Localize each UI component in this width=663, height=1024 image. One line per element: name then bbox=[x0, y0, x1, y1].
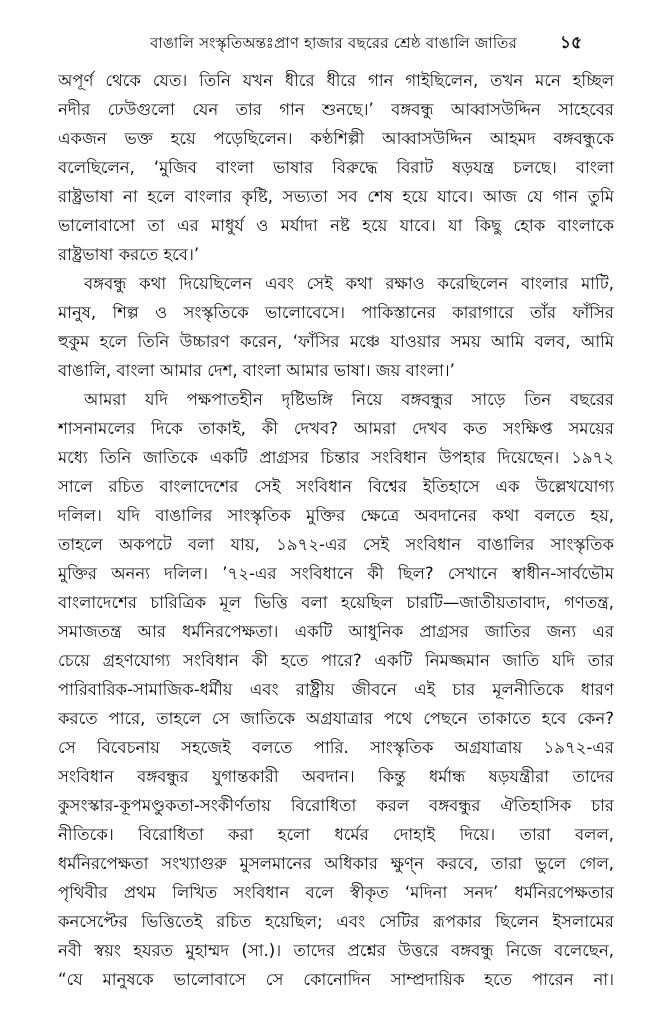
text-line: সে বিবেচনায় সহজেই বলতে পারি. সাংস্কৃতিক অগ্রযাত্রায় ১৯৭২-এর bbox=[58, 738, 614, 757]
text-line: বাংলাদেশের চারিত্রিক মূল ভিত্তি বলা হয়েছিল চারটি—জাতীয়তাবাদ, গণতন্ত্র, bbox=[58, 593, 614, 612]
text-line: রাষ্ট্রভাষা করতে হবে।’ bbox=[58, 245, 200, 264]
text-line: সংবিধান বঙ্গবন্ধুর যুগান্তকারী অবদান। কিন্তু ধর্মান্ধ ষড়যন্ত্রীরা তাদের bbox=[58, 767, 614, 786]
text-line: নীতিকে। বিরোধিতা করা হলো ধর্মের দোহাই দিয়ে। তারা বলল, bbox=[58, 825, 614, 844]
text-line: মধ্যে তিনি জাতিকে একটি প্রাগ্রসর চিন্তার সংবিধান উপহার দিয়েছেন। ১৯৭২ bbox=[58, 448, 614, 467]
text-line: অপূর্ণ থেকে যেত। তিনি যখন ধীরে ধীরে গান গাইছিলেন, তখন মনে হচ্ছিল bbox=[58, 71, 614, 90]
text-line: “যে মানুষকে ভালোবাসে সে কোনোদিন সাম্প্রদায়িক হতে পারেন না। bbox=[58, 970, 614, 989]
text-line: নবী স্বয়ং হযরত মুহাম্মদ (সা.)। তাদের প্রশ্নের উত্তরে বঙ্গবন্ধু নিজে বলেছেন, bbox=[58, 941, 614, 960]
text-line: বাঙালি, বাংলা আমার দেশ, বাংলা আমার ভাষা। জয় বাংলা।’ bbox=[58, 361, 455, 380]
text-line: পারিবারিক-সামাজিক-ধর্মীয় এবং রাষ্ট্রীয় জীবনে এই চার মূলনীতিকে ধারণ bbox=[58, 680, 614, 699]
text-line: কুসংস্কার-কূপমণ্ডুকতা-সংকীর্ণতায় বিরোধিতা করল বঙ্গবন্ধুর ঐতিহাসিক চার bbox=[58, 796, 614, 815]
text-line: বলেছিলেন, ‘মুজিব বাংলা ভাষার বিরুদ্ধে বিরাট ষড়যন্ত্র চলছে। বাংলা bbox=[58, 158, 614, 177]
text-line: বঙ্গবন্ধু কথা দিয়েছিলেন এবং সেই কথা রক্ষাও করেছিলেন বাংলার মাটি, bbox=[84, 274, 614, 293]
text-line: চেয়ে গ্রহণযোগ্য সংবিধান কী হতে পারে? একটি নিমজ্জমান জাতি যদি তার bbox=[58, 651, 614, 670]
running-head: বাঙালি সংস্কৃতিঅন্তঃপ্রাণ হাজার বছরের শ্রেষ্ঠ বাঙালি জাতির bbox=[150, 34, 518, 52]
text-line: শাসনামলের দিকে তাকাই, কী দেখব? আমরা দেখব কত সংক্ষিপ্ত সময়ের bbox=[58, 419, 614, 438]
text-line: মুক্তির অনন্য দলিল। ’৭২-এর সংবিধানে কী ছিল? সেখানে স্বাধীন-সার্বভৌম bbox=[58, 564, 614, 583]
page-number: ১৫ bbox=[560, 33, 583, 53]
text-line: কনসেপ্টের ভিত্তিতেই রচিত হয়েছিল; এবং সেটির রূপকার ছিলেন ইসলামের bbox=[58, 912, 614, 931]
text-line: মানুষ, শিল্প ও সংস্কৃতিকে ভালোবেসে। পাকিস্তানের কারাগারে তাঁর ফাঁসির bbox=[58, 303, 614, 322]
text-line: সালে রচিত বাংলাদেশের সেই সংবিধান বিশ্বের ইতিহাসে এক উল্লেখযোগ্য bbox=[58, 477, 614, 496]
text-line: ধর্মনিরপেক্ষতা সংখ্যাগুরু মুসলমানের অধিকার ক্ষুণ্ন করবে, তারা ভুলে গেল, bbox=[58, 854, 614, 873]
text-line: পৃথিবীর প্রথম লিখিত সংবিধান বলে স্বীকৃত ‘মদিনা সনদ’ ধর্মনিরপেক্ষতার bbox=[58, 883, 614, 902]
text-line: হুকুম হলে তিনি উচ্চারণ করেন, ‘ফাঁসির মঞ্চে যাওয়ার সময় আমি বলব, আমি bbox=[58, 332, 614, 351]
body-text bbox=[58, 66, 614, 994]
text-line: তাহলে অকপটে বলা যায়, ১৯৭২-এর সেই সংবিধান বাঙালির সাংস্কৃতিক bbox=[58, 535, 614, 554]
text-line: নদীর ঢেউগুলো যেন তার গান শুনছে।’ বঙ্গবন্ধু আব্বাসউদ্দিন সাহেবের bbox=[58, 100, 614, 119]
text-line: একজন ভক্ত হয়ে পড়েছিলেন। কণ্ঠশিল্পী আব্বাসউদ্দিন আহমদ বঙ্গবন্ধুকে bbox=[58, 129, 614, 148]
text-line: করতে পারে, তাহলে সে জাতিকে অগ্রযাত্রার পথে পেছনে তাকাতে হবে কেন? bbox=[58, 709, 614, 728]
text-line: রাষ্ট্রভাষা না হলে বাংলার কৃষ্টি, সভ্যতা সব শেষ হয়ে যাবে। আজ যে গান তুমি bbox=[58, 187, 614, 206]
text-line: আমরা যদি পক্ষপাতহীন দৃষ্টিভঙ্গি নিয়ে বঙ্গবন্ধুর সাড়ে তিন বছরের bbox=[84, 390, 614, 409]
text-line: দলিল। যদি বাঙালির সাংস্কৃতিক মুক্তির ক্ষেত্রে অবদানের কথা বলতে হয়, bbox=[58, 506, 614, 525]
text-line: সমাজতন্ত্র আর ধর্মনিরপেক্ষতা। একটি আধুনিক প্রাগ্রসর জাতির জন্য এর bbox=[58, 622, 614, 641]
text-line: ভালোবাসো তা এর মাধুর্য ও মর্যাদা নষ্ট হয়ে যাবে। যা কিছু হোক বাংলাকে bbox=[58, 216, 614, 235]
